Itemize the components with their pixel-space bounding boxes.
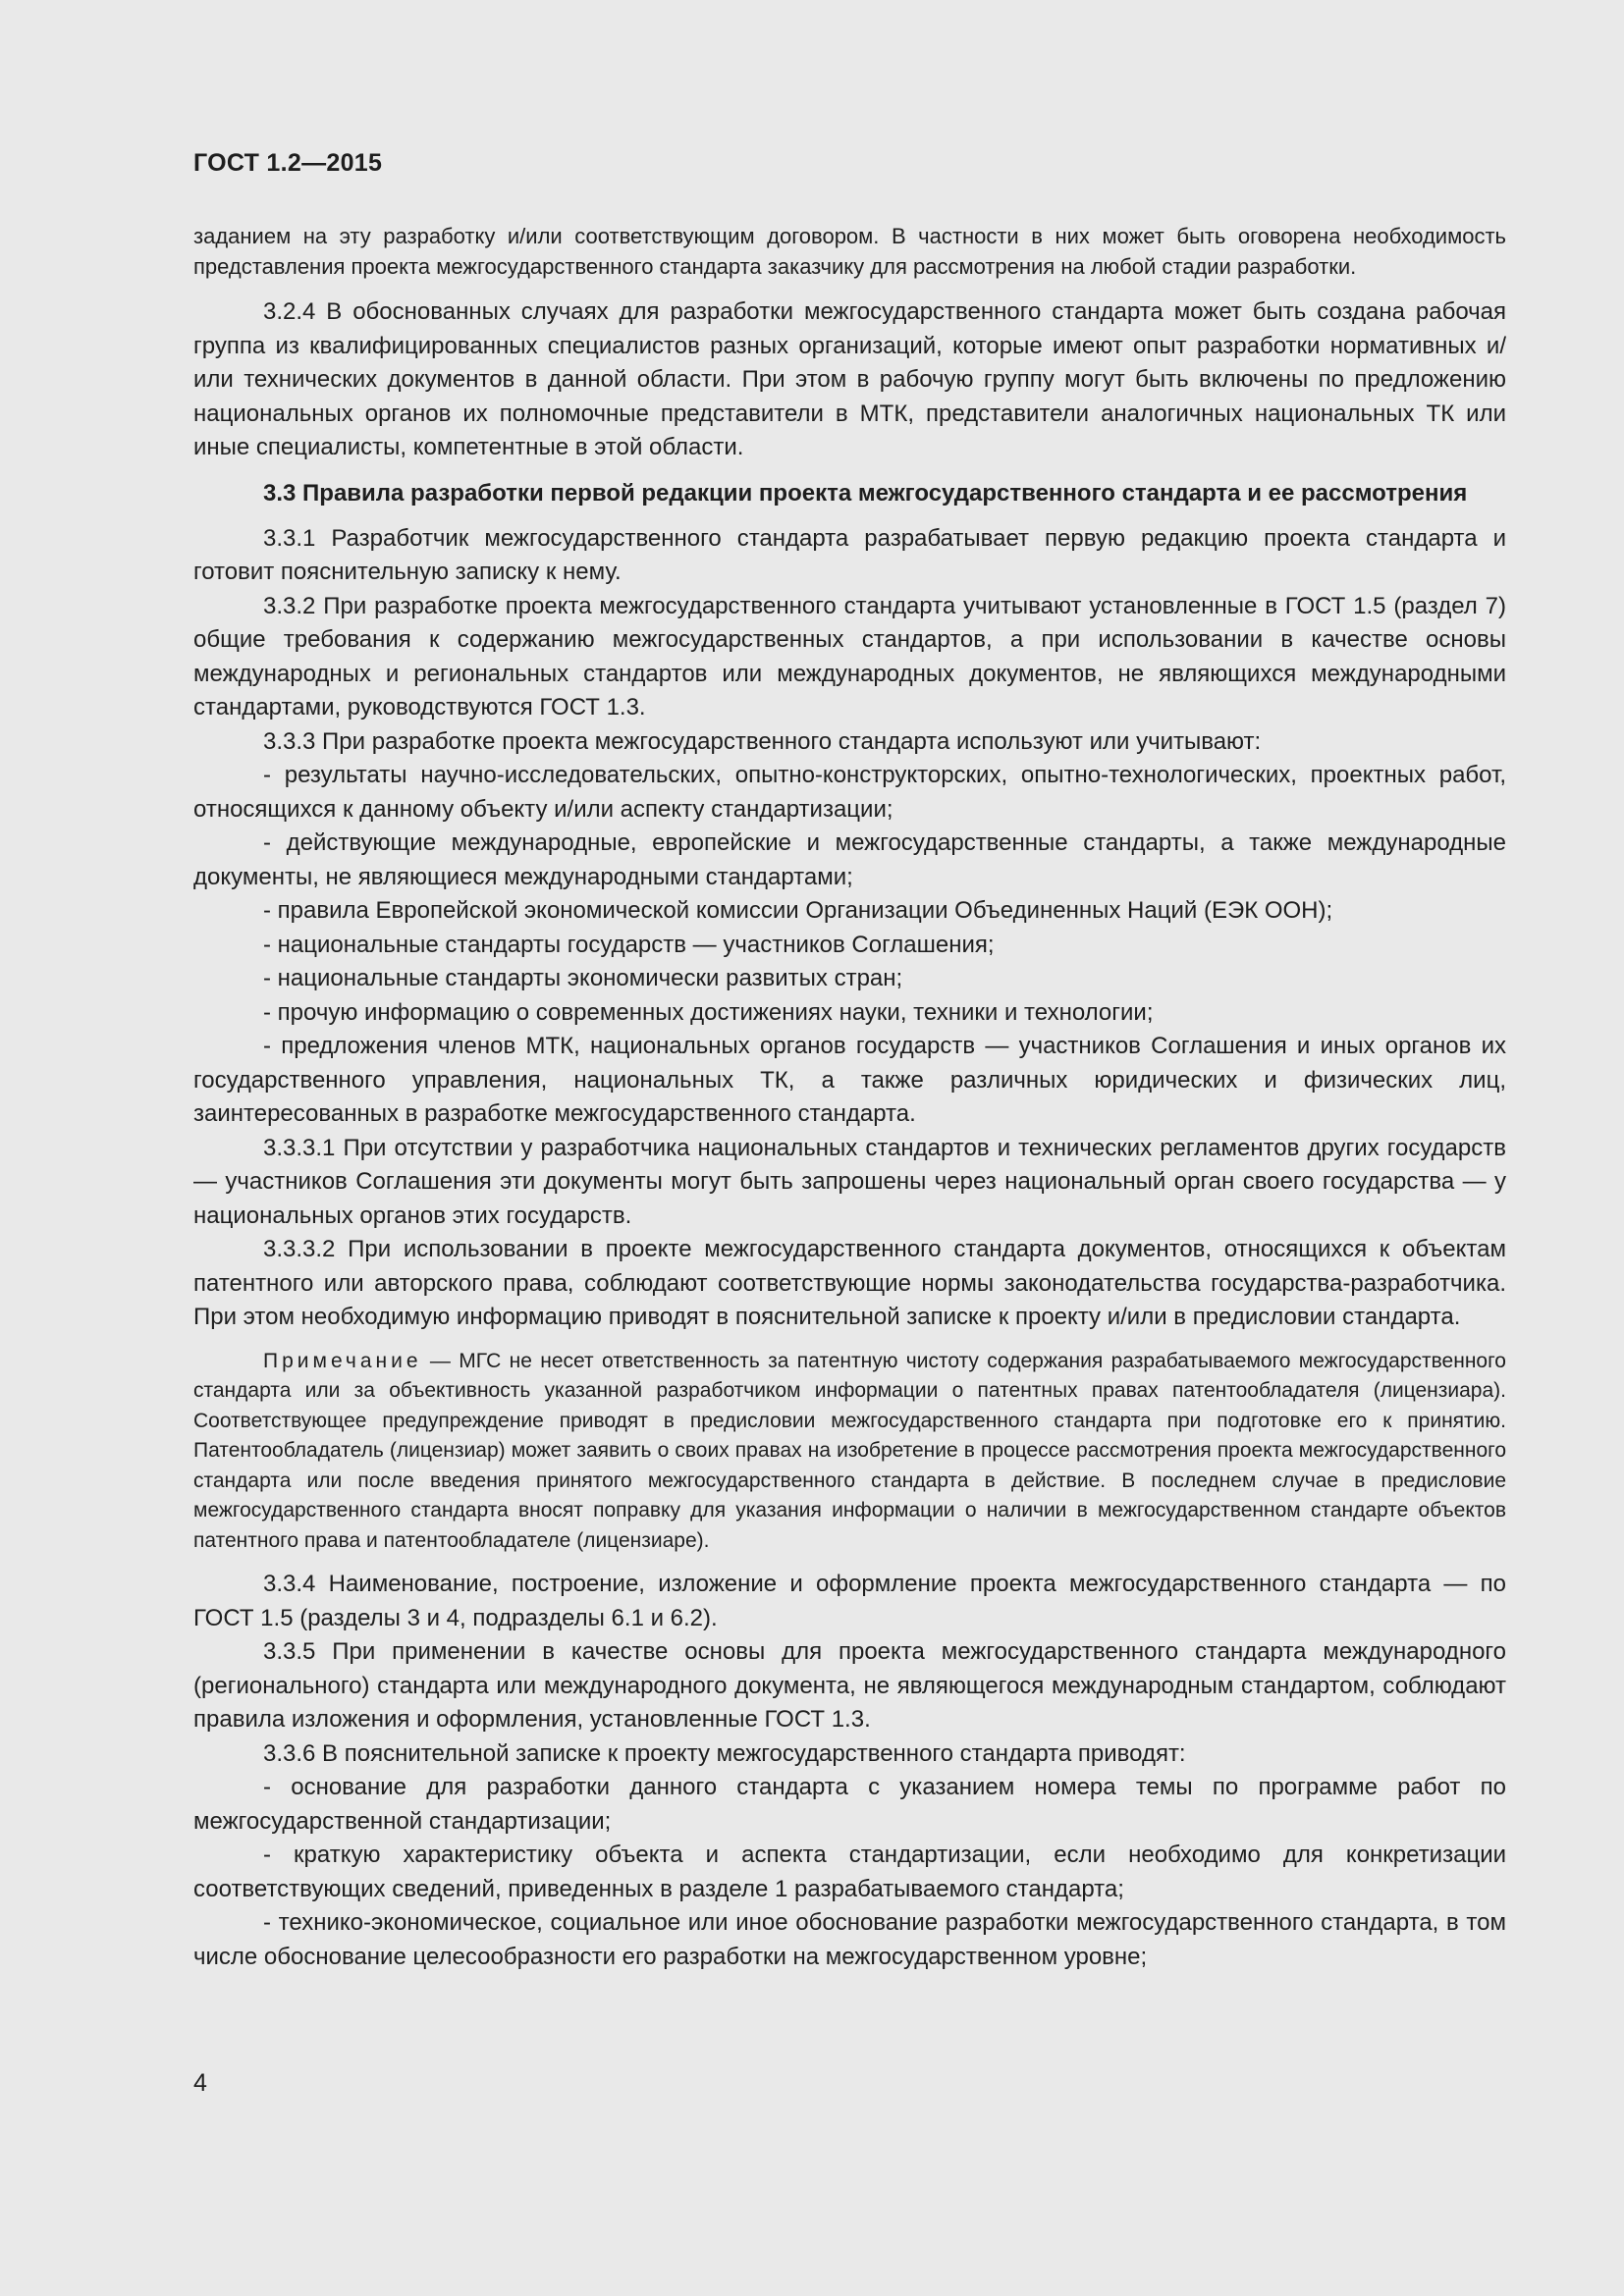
paragraph-continuation: заданием на эту разработку и/или соответствующим договором. В частности в них может быть оговорена необходимость представления проекта межгосударственного стандарта заказчику для рассмотрения на любой стадии разработки. <box>193 224 1506 279</box>
list-item: - прочую информацию о современных достижениях науки, техники и технологии; <box>263 998 1154 1026</box>
list-item: - национальные стандарты государств — участников Соглашения; <box>263 931 995 958</box>
list-item: - предложения членов МТК, национальных органов государств — участников Соглашения и иных органов их государственного управления, национальных ТК, а также различных юридических и физических лиц, заинтересованных в разработке межгосударственного стандарта. <box>193 1033 1506 1127</box>
paragraph-3-3-1: 3.3.1 Разработчик межгосударственного стандарта разрабатывает первую редакцию проекта стандарта и готовит пояснительную записку к нему. <box>193 524 1506 585</box>
paragraph-3-3-3-2: 3.3.3.2 При использовании в проекте межгосударственного стандарта документов, относящихся к объектам патентного или авторского права, соблюдают соответствующие нормы законодательства государства-разработчика. При этом необходимую информацию приводят в пояснительной записке к проекту и/или в предисловии стандарта. <box>193 1236 1506 1330</box>
section-heading-3-3: 3.3 Правила разработки первой редакции проекта межгосударственного стандарта и ее рассмотрения <box>263 479 1468 507</box>
list-item: - национальные стандарты экономически развитых стран; <box>263 965 903 991</box>
page-header: ГОСТ 1.2—2015 <box>193 149 383 177</box>
list-item: - правила Европейской экономической комиссии Организации Объединенных Наций (ЕЭК ООН); <box>263 897 1333 924</box>
paragraph-3-3-6: 3.3.6 В пояснительной записке к проекту межгосударственного стандарта приводят: <box>263 1739 1186 1767</box>
page-number: 4 <box>193 2069 207 2097</box>
list-item: - действующие международные, европейские и межгосударственные стандарты, а также международные документы, не являющиеся международными стандартами; <box>193 829 1506 890</box>
paragraph-3-3-3-1: 3.3.3.1 При отсутствии у разработчика национальных стандартов и технических регламентов других государств — участников Соглашения эти документы могут быть запрошены через национальный орган своего государства — у национальных органов этих государств. <box>193 1134 1506 1229</box>
paragraph-3-3-3: 3.3.3 При разработке проекта межгосударственного стандарта используют или учитывают: <box>263 727 1262 755</box>
paragraph-3-3-5: 3.3.5 При применении в качестве основы для проекта межгосударственного стандарта международного (регионального) стандарта или международного документа, не являющегося международным стандартом, соблюдают правила изложения и оформления, установленные ГОСТ 1.3. <box>193 1638 1506 1733</box>
note-paragraph <box>193 1347 1506 1557</box>
note-label: Примечание <box>263 1349 422 1372</box>
list-item: - основание для разработки данного стандарта с указанием номера темы по программе работ по межгосударственной стандартизации; <box>193 1774 1506 1835</box>
paragraph-3-3-4: 3.3.4 Наименование, построение, изложение и оформление проекта межгосударственного стандарта — по ГОСТ 1.5 (разделы 3 и 4, подразделы 6.1 и 6.2). <box>193 1571 1506 1631</box>
note-text: — МГС не несет ответственность за патентную чистоту содержания разрабатываемого межгосударственного стандарта или за объективность указанной разработчиком информации о патентных правах патентообладателя (лицензиара). Соответствующее предупреждение приводят в предисловии межгосударственного стандарта при подготовке его к принятию. Патентообладатель (лицензиар) может заявить о своих правах на изобретение в процессе рассмотрения проекта межгосударственного стандарта или после введения принятого межгосударственного стандарта в действие. В последнем случае в предисловие межгосударственного стандарта вносят поправку для указания информации о наличии в межгосударственном стандарте объектов патентного права и патентообладателе (лицензиаре). <box>193 1349 1506 1552</box>
list-item: - результаты научно-исследовательских, опытно-конструкторских, опытно-технологических, проектных работ, относящихся к данному объекту и/или аспекту стандартизации; <box>193 762 1506 823</box>
list-item: - технико-экономическое, социальное или иное обоснование разработки межгосударственного стандарта, в том числе обоснование целесообразности его разработки на межгосударственном уровне; <box>193 1909 1506 1970</box>
document-body <box>193 221 1506 1974</box>
list-item: - краткую характеристику объекта и аспекта стандартизации, если необходимо для конкретизации соответствующих сведений, приведенных в разделе 1 разрабатываемого стандарта; <box>193 1842 1506 1902</box>
paragraph-3-3-2: 3.3.2 При разработке проекта межгосударственного стандарта учитывают установленные в ГОСТ 1.5 (раздел 7) общие требования к содержанию межгосударственных стандартов, а при использовании в качестве основы международных и региональных стандартов или международных документов, не являющихся международными стандартами, руководствуются ГОСТ 1.3. <box>193 592 1506 721</box>
paragraph-3-2-4: 3.2.4 В обоснованных случаях для разработки межгосударственного стандарта может быть создана рабочая группа из квалифицированных специалистов разных организаций, которые имеют опыт разработки нормативных и/или технических документов в данной области. При этом в рабочую группу могут быть включены по предложению национальных органов их полномочные представители в МТК, представители аналогичных национальных ТК или иные специалисты, компетентные в этой области. <box>193 298 1506 460</box>
